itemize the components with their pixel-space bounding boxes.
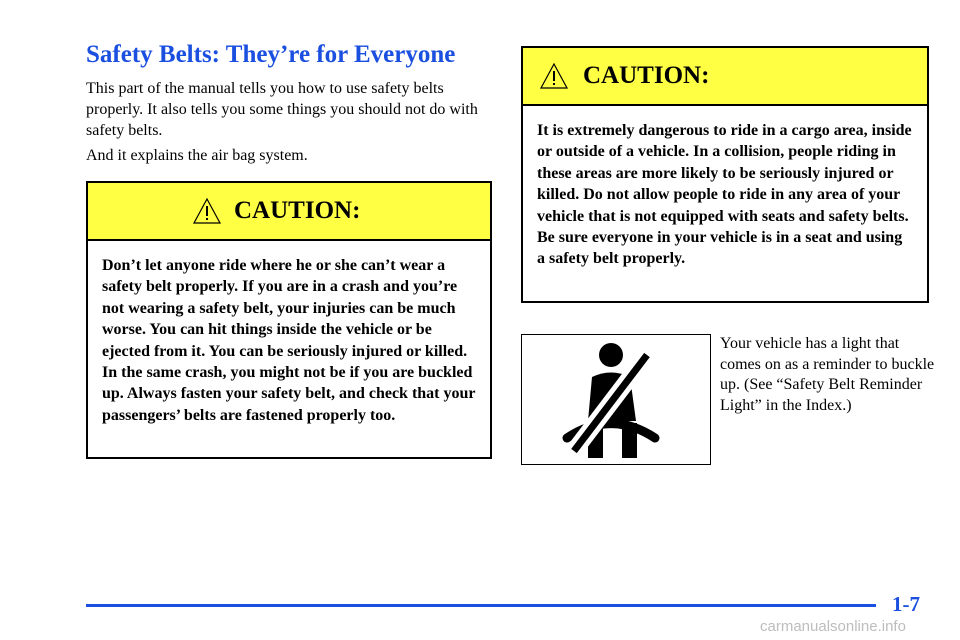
- caution-heading: CAUTION:: [583, 62, 710, 89]
- seatbelt-reminder-figure: [521, 334, 711, 465]
- seatbelt-reminder-icon: [522, 335, 709, 463]
- footer-rule: [86, 604, 876, 607]
- page-number: 1-7: [892, 592, 920, 616]
- reminder-text: Your vehicle has a light that comes on as a reminder to buckle up. (See “Safety Belt Reminder Light” in the Index.): [720, 335, 935, 414]
- caution-header: [88, 183, 490, 241]
- caution-box-cargo: [521, 46, 929, 303]
- caution-header: [523, 48, 927, 106]
- caution-text: Don’t let anyone ride where he or she can’t wear a safety belt properly. If you are in a crash and you’re not wearing a safety belt, your injuries can be much worse. You can hit things inside the vehicle or be ejected from it. You can be seriously injured or killed. In the same crash, you might not be if you are buckled up. Always fasten your safety belt, and check that your passengers’ belts are fastened properly too.: [102, 257, 476, 424]
- caution-heading: CAUTION:: [234, 197, 361, 224]
- page-title: Safety Belts: They’re for Everyone: [86, 41, 456, 68]
- caution-text: It is extremely dangerous to ride in a cargo area, inside or outside of a vehicle. In a collision, people riding in these areas are more likely to be seriously injured or killed. Do not allow people to ride in any area of your vehicle that is not equipped with seats and safety belts. Be sure everyone in your vehicle is in a seat and using a safety belt properly.: [537, 122, 912, 268]
- caution-box-riding: [86, 181, 492, 459]
- intro-paragraph-air-bag: And it explains the air bag system.: [86, 147, 308, 164]
- warning-triangle-icon: [192, 197, 222, 225]
- watermark: carmanualsonline.info: [760, 618, 906, 635]
- intro-paragraph: This part of the manual tells you how to use safety belts properly. It also tells you some things you should not do with safety belts.: [86, 80, 478, 139]
- warning-triangle-icon: [539, 62, 569, 90]
